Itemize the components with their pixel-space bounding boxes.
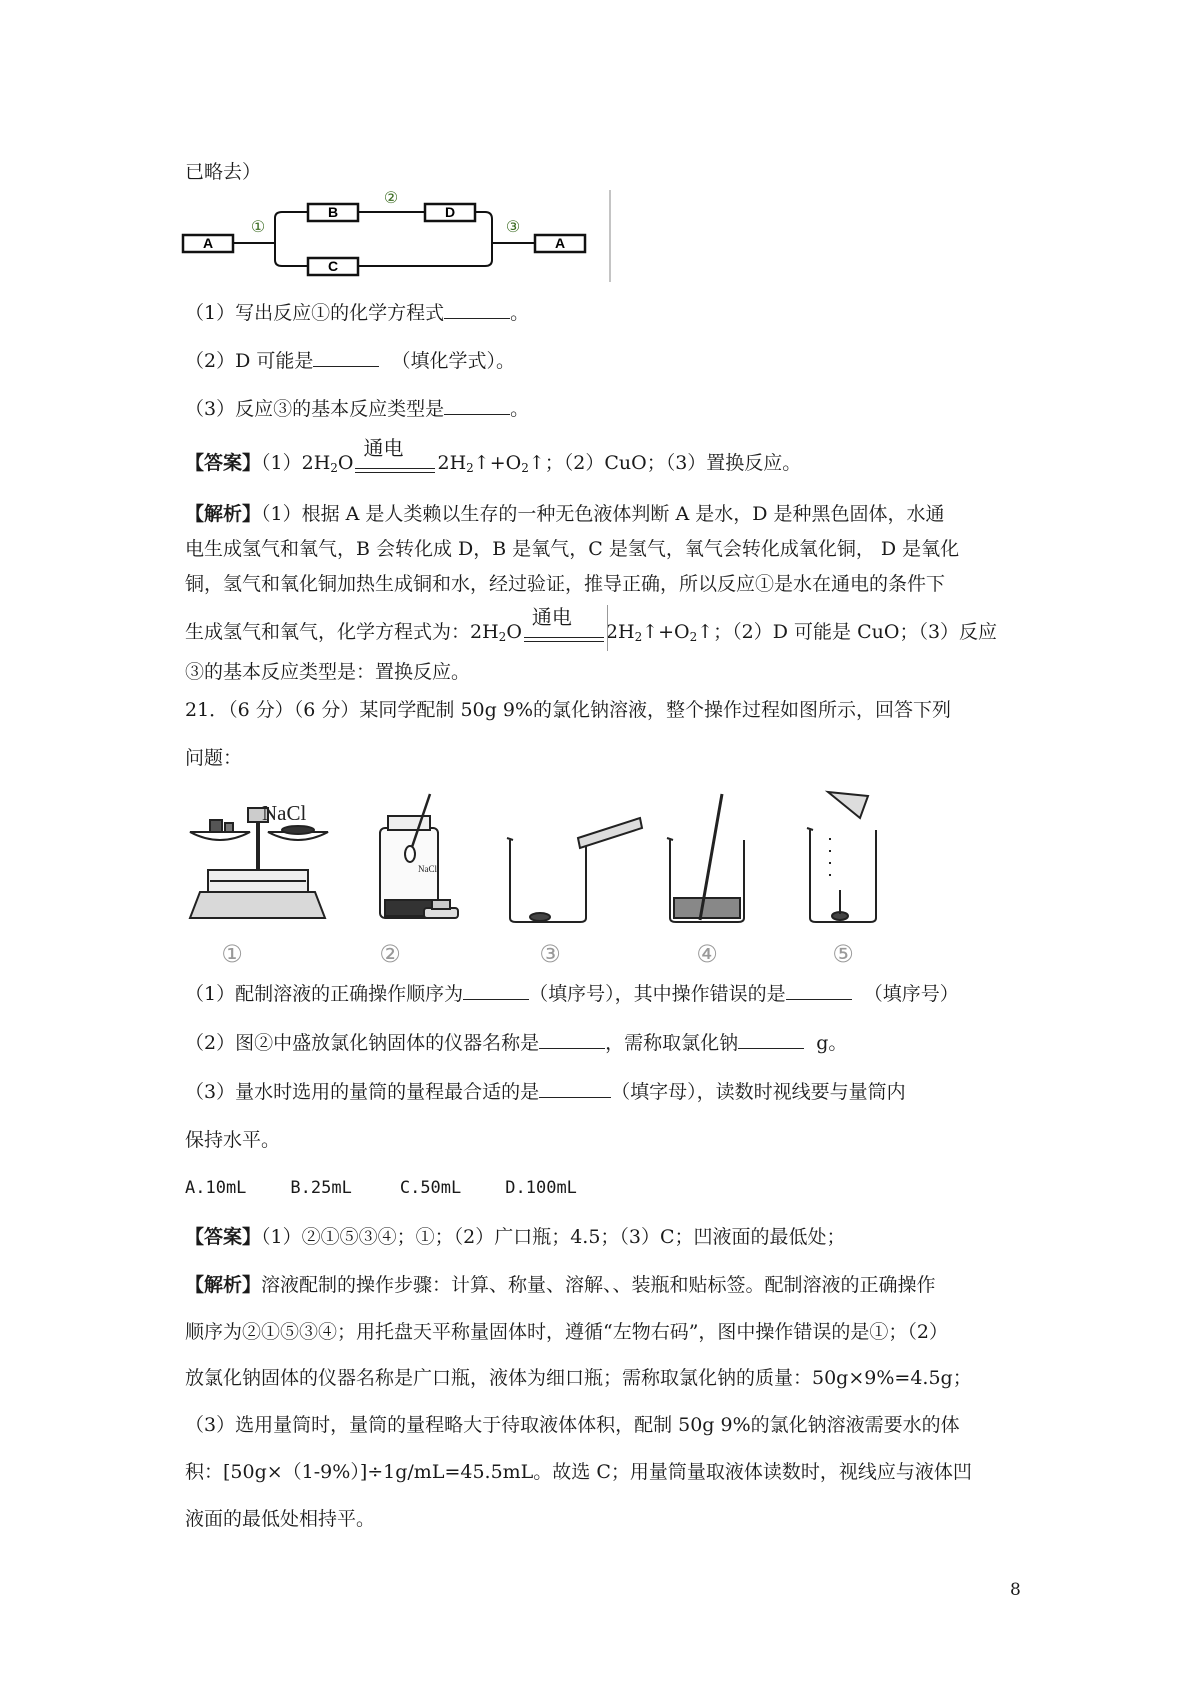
step-2-number: ② <box>379 940 401 968</box>
q21-stem-line2: 问题： <box>185 747 243 769</box>
q21-explanation-line5: 积：[50g×（1-9%）]÷1g/mL=45.5mL。故选 C；用量筒量取液体读数时，视线应与液体凹 <box>185 1461 972 1483</box>
q21-part1: （1）配制溶液的正确操作顺序为 （填序号），其中操作错误的是 （填序号） <box>185 983 959 1005</box>
beaker-stir-icon <box>667 794 744 922</box>
step-5-number: ⑤ <box>832 940 854 968</box>
step-2-label: ② <box>383 190 399 207</box>
q20-part1: （1）写出反应①的化学方程式 。 <box>185 302 530 324</box>
option-d: D.100mL <box>505 1178 577 1198</box>
step-4-number: ④ <box>696 940 718 968</box>
nacl-balance-label: NaCl <box>262 801 307 825</box>
solution-preparation-figure <box>180 790 940 970</box>
step-3-number: ③ <box>539 940 561 968</box>
q21-answer: 【答案】（1）②①⑤③④；①；（2）广口瓶；4.5；（3）C；凹液面的最低处； <box>185 1226 846 1248</box>
q21-part2: （2）图②中盛放氯化钠固体的仪器名称是 ，需称取氯化钠 g。 <box>185 1032 848 1054</box>
q21-explanation-line4: （3）选用量筒时，量筒的量程略大于待取液体体积，配制 50g 9%的氯化钠溶液需要水的体 <box>185 1414 960 1436</box>
reaction-flow-diagram <box>180 190 620 285</box>
option-a: A.10mL <box>185 1178 247 1198</box>
electrolysis-condition-2: 通电 <box>524 625 604 649</box>
step-3-label: ③ <box>505 217 521 236</box>
q21-stem-line1: 21．（6 分）（6 分）某同学配制 50g 9%的氯化钠溶液，整个操作过程如图所示，回答下列 <box>185 699 951 721</box>
q20-part3: （3）反应③的基本反应类型是 。 <box>185 398 530 420</box>
q20-explanation-line2: 电生成氢气和氧气，B 会转化成 D，B 是氧气，C 是氢气，氧气会转化成氧化铜， D 是氧化 <box>185 538 960 560</box>
q21-explanation-line3: 放氯化钠固体的仪器名称是广口瓶，液体为细口瓶；需称取氯化钠的质量：50g×9%=4.5g； <box>185 1367 972 1389</box>
jar-icon <box>380 794 458 918</box>
q20-part2: （2）D 可能是 （填化学式）。 <box>185 350 515 372</box>
jar-nacl-label: NaCl <box>418 864 437 874</box>
q20-explanation-line5: ③的基本反应类型是：置换反应。 <box>185 661 471 683</box>
q20-explanation-line1: 【解析】（1）根据 A 是人类赖以生存的一种无色液体判断 A 是水，D 是种黑色固体，水通 <box>185 503 945 525</box>
q21-explanation-line2: 顺序为②①⑤③④；用托盘天平称量固体时，遵循“左物右码”，图中操作错误的是①；（2） <box>185 1321 949 1343</box>
q21-explanation-line6: 液面的最低处相持平。 <box>185 1508 376 1530</box>
q20-answer: 【答案】$(1)2H_2O$ 通电 $2H_2↑+O_2↑$；（2）CuO；（3）置换反应。 <box>185 451 801 480</box>
continued-text: 已略去） <box>185 161 262 183</box>
box-a-right-label: A <box>554 235 566 251</box>
box-d-label: D <box>444 204 456 220</box>
q20-explanation-line4: 生成氢气和氧气，化学方程式为：$2H_2O$ 通电 $2H_2↑+O_2↑$；（2）D 可能是 CuO；（3）反应 <box>185 620 997 649</box>
box-c-label: C <box>327 258 339 274</box>
q21-part3-cont: 保持水平。 <box>185 1129 281 1151</box>
option-c: C.50mL <box>399 1178 462 1198</box>
step-1-label: ① <box>250 217 266 236</box>
cylinder-pour-icon <box>807 792 876 922</box>
q21-explanation-line1: 【解析】溶液配制的操作步骤：计算、称量、溶解、、装瓶和贴标签。配制溶液的正确操作 <box>185 1274 936 1296</box>
q21-options <box>185 1176 577 1200</box>
page-number: 8 <box>1010 1580 1021 1600</box>
box-b-label: B <box>327 204 339 220</box>
q20-explanation-line3: 铜，氢气和氧化铜加热生成铜和水，经过验证，推导正确，所以反应①是水在通电的条件下 <box>185 573 946 595</box>
step-1-number: ① <box>221 940 243 968</box>
balance-icon <box>190 808 328 918</box>
box-a-left-label: A <box>202 235 214 251</box>
q21-part3: （3）量水时选用的量筒的量程最合适的是 （填字母），读数时视线要与量筒内 <box>185 1081 906 1103</box>
option-b: B.25mL <box>290 1178 352 1198</box>
beaker-pour-icon <box>507 818 642 922</box>
electrolysis-condition: 通电 <box>355 456 435 480</box>
